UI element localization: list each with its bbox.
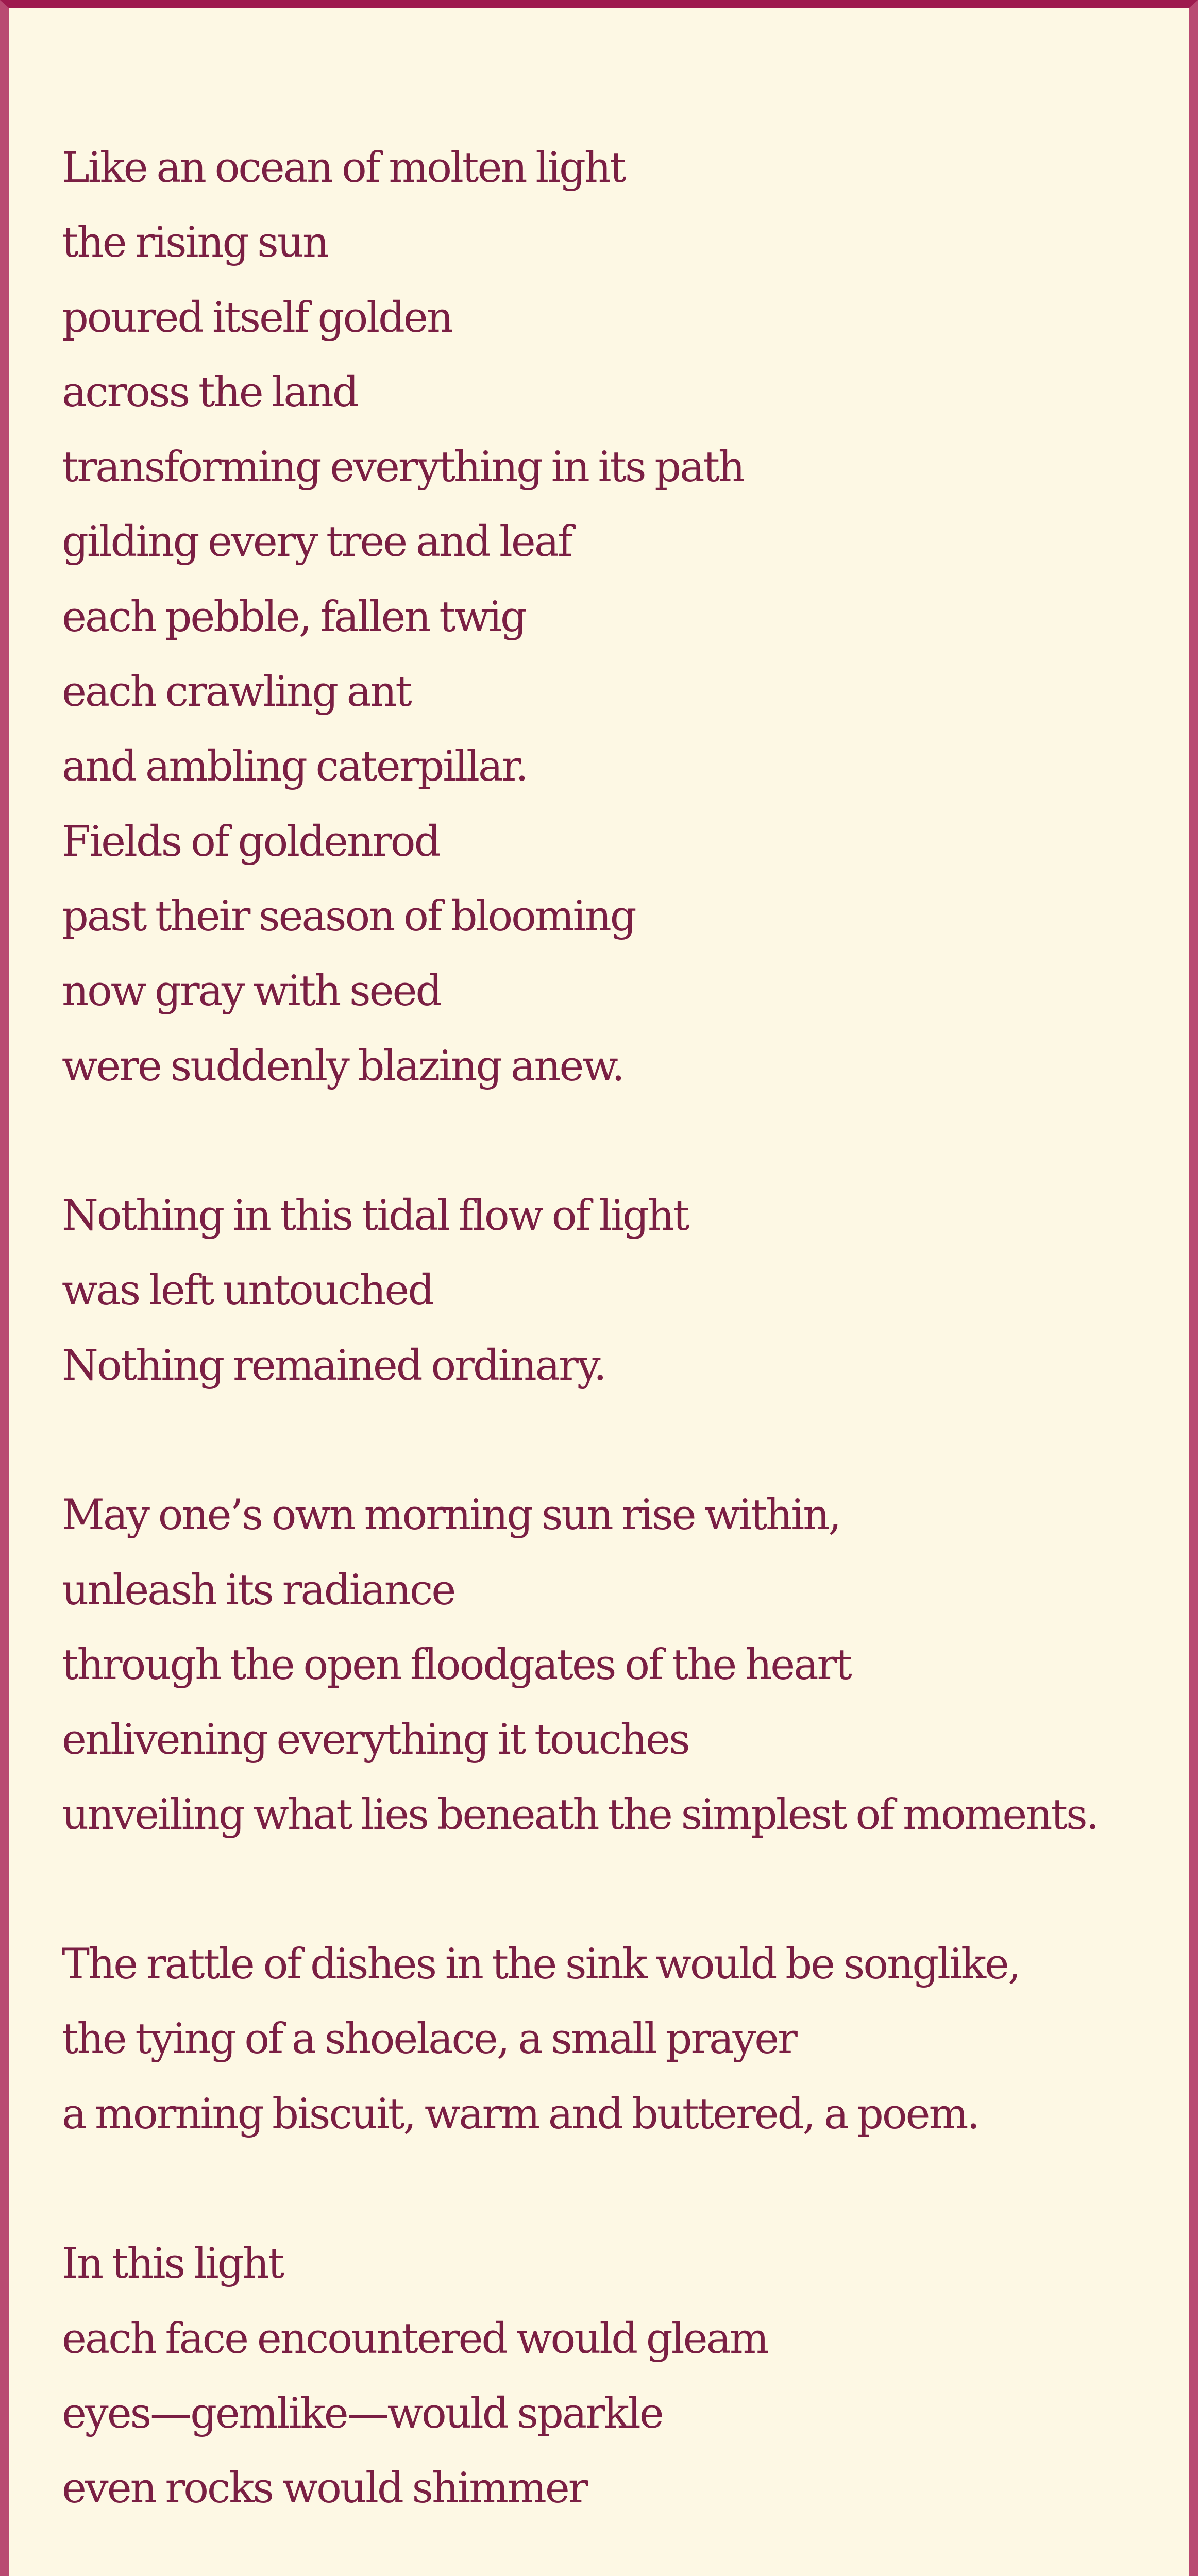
stanza: [62, 1179, 1170, 1403]
poem-line: poured itself golden: [62, 293, 452, 342]
poem-line: eyes—gemlike—would sparkle: [62, 2389, 663, 2438]
poem-line: and ambling caterpillar.: [62, 742, 527, 791]
poem-line: The rattle of dishes in the sink would be songlike,: [62, 1940, 1020, 1989]
poem-line: Fields of goldenrod: [62, 817, 440, 866]
poem-line: gilding every tree and leaf: [62, 518, 572, 567]
stanza: [62, 1478, 1170, 1852]
poem-line: unveiling what lies beneath the simplest of moments.: [62, 1790, 1098, 1839]
poem: [62, 131, 1170, 2576]
poem-line: each face encountered would gleam: [62, 2314, 768, 2363]
stanza: [62, 1927, 1170, 2152]
poem-line: the rising sun: [62, 218, 328, 267]
poem-line: Nothing remained ordinary.: [62, 1341, 605, 1390]
poem-line: Like an ocean of molten light: [62, 144, 625, 192]
stanza: [62, 2227, 1170, 2526]
poem-line: transforming everything in its path: [62, 443, 744, 492]
poem-line: a morning biscuit, warm and buttered, a poem.: [62, 2090, 979, 2139]
poem-line: unleash its radiance: [62, 1566, 455, 1615]
poem-line: past their season of blooming: [62, 892, 635, 941]
stanza: [62, 131, 1170, 1104]
poem-line: through the open floodgates of the heart: [62, 1640, 851, 1689]
poem-line: the tying of a shoelace, a small prayer: [62, 2015, 796, 2064]
poem-line: Nothing in this tidal flow of light: [62, 1192, 688, 1241]
poem-line: May one’s own morning sun rise within,: [62, 1491, 840, 1540]
poem-line: even rocks would shimmer: [62, 2464, 587, 2513]
poem-line: across the land: [62, 368, 358, 417]
poem-line: each crawling ant: [62, 668, 411, 717]
poem-line: each pebble, fallen twig: [62, 592, 526, 641]
poem-line: enlivening everything it touches: [62, 1716, 689, 1765]
poem-line: was left untouched: [62, 1266, 433, 1315]
poem-line: In this light: [62, 2240, 283, 2289]
poem-line: now gray with seed: [62, 967, 441, 1016]
poem-line: were suddenly blazing anew.: [62, 1042, 623, 1091]
